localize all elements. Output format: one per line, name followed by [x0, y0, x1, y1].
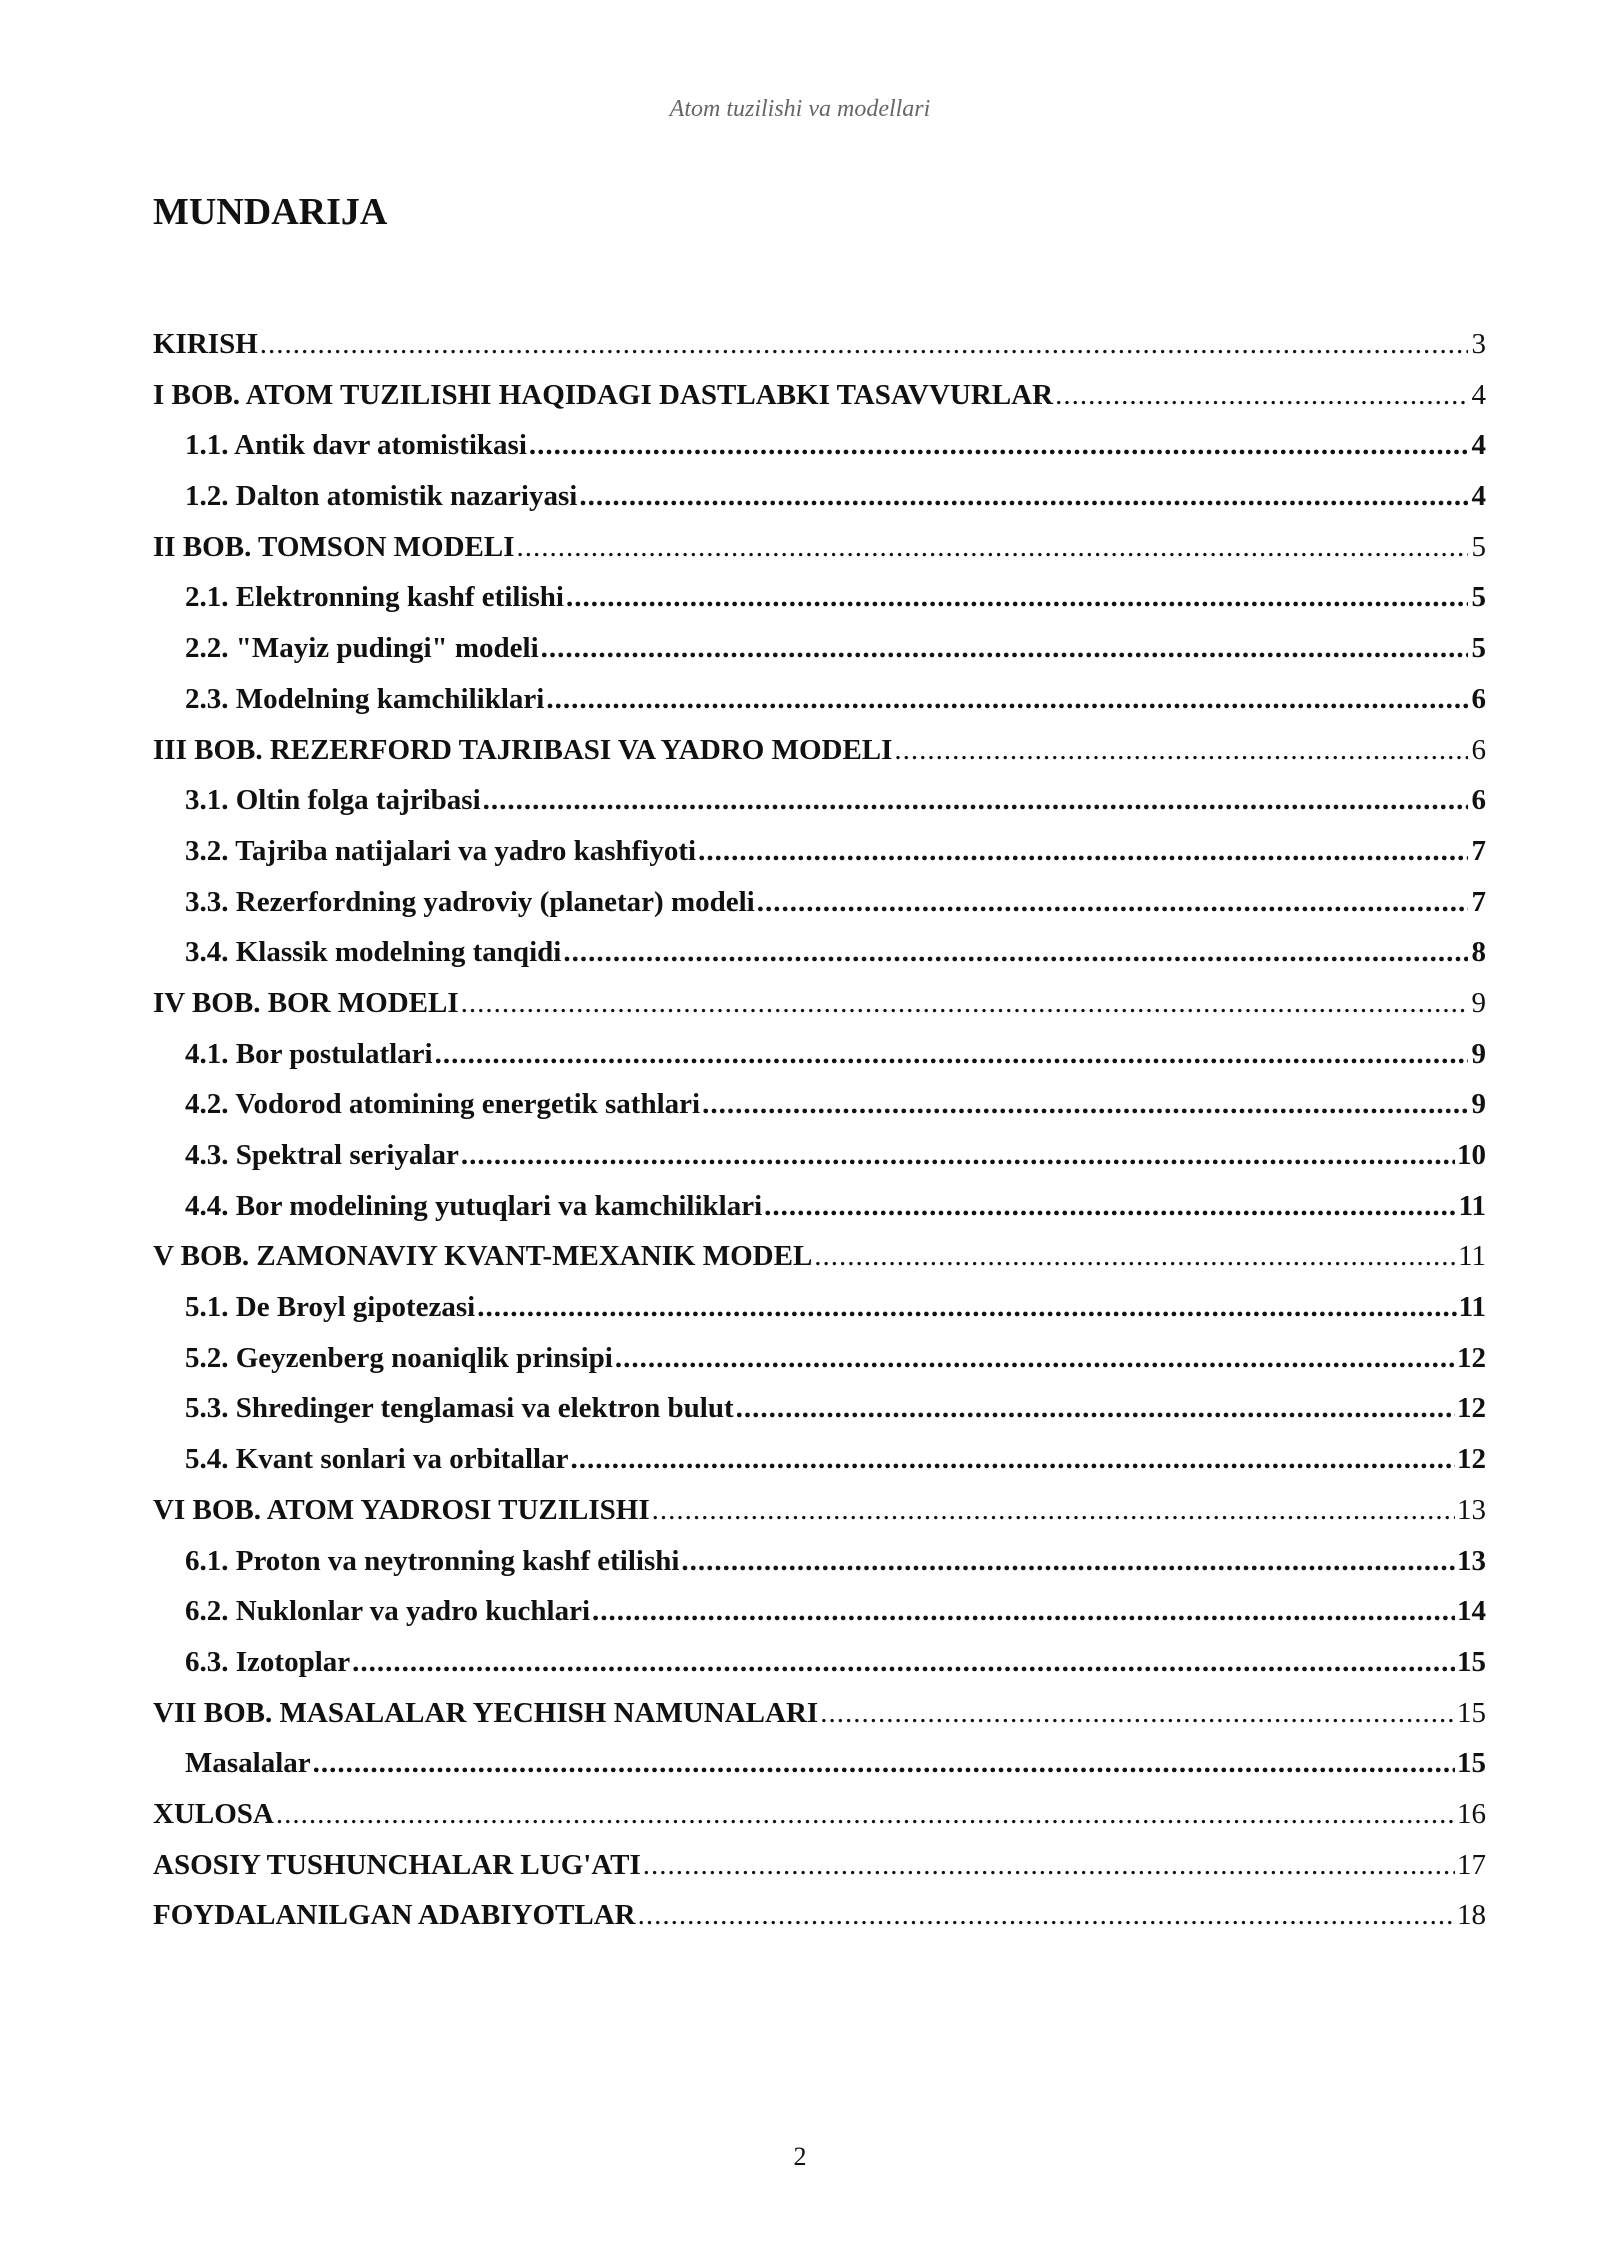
toc-entry-page: 6: [1471, 784, 1486, 817]
toc-entry-title: 2.3. Modelning kamchiliklari: [185, 682, 545, 715]
toc-dot-leader: [592, 1595, 1455, 1628]
toc-entry-page: 8: [1471, 936, 1486, 969]
toc-dot-leader: [352, 1646, 1455, 1679]
toc-entry-page: 13: [1457, 1493, 1486, 1526]
toc-dot-leader: [615, 1342, 1455, 1375]
toc-chapter-entry[interactable]: [153, 987, 1486, 1038]
toc-chapter-entry[interactable]: [153, 1798, 1486, 1849]
toc-entry-page: 11: [1458, 1291, 1486, 1324]
toc-section-entry[interactable]: [153, 886, 1486, 937]
toc-entry-title: 3.1. Oltin folga tajribasi: [185, 784, 481, 817]
toc-section-entry[interactable]: [153, 835, 1486, 886]
toc-entry-title: 6.3. Izotoplar: [185, 1645, 351, 1678]
toc-chapter-entry[interactable]: [153, 531, 1486, 582]
toc-entry-title: 2.2. "Mayiz pudingi" modeli: [185, 632, 539, 665]
toc-entry-page: 5: [1471, 530, 1486, 563]
toc-entry-page: 17: [1457, 1848, 1486, 1881]
toc-chapter-entry[interactable]: [153, 1849, 1486, 1900]
toc-section-entry[interactable]: [153, 1443, 1486, 1494]
toc-dot-leader: [563, 936, 1468, 969]
toc-chapter-entry[interactable]: [153, 1494, 1486, 1545]
toc-entry-page: 12: [1457, 1341, 1486, 1374]
running-header: Atom tuzilishi va modellari: [669, 96, 931, 122]
toc-entry-title: 4.1. Bor postulatlari: [185, 1037, 433, 1070]
toc-dot-leader: [681, 1545, 1455, 1578]
toc-entry-page: 11: [1458, 1189, 1486, 1222]
toc-dot-leader: [477, 1291, 1456, 1324]
toc-dot-leader: [1055, 379, 1468, 412]
toc-entry-page: 16: [1457, 1797, 1486, 1830]
toc-entry-title: FOYDALANILGAN ADABIYOTLAR: [153, 1899, 636, 1932]
toc-entry-title: 3.4. Klassik modelning tanqidi: [185, 936, 562, 969]
toc-dot-leader: [517, 531, 1468, 564]
toc-dot-leader: [483, 784, 1468, 817]
toc-dot-leader: [313, 1747, 1455, 1780]
toc-entry-title: 1.2. Dalton atomistik nazariyasi: [185, 480, 578, 513]
toc-chapter-entry[interactable]: [153, 1240, 1486, 1291]
toc-chapter-entry[interactable]: [153, 1697, 1486, 1748]
toc-entry-title: II BOB. TOMSON MODELI: [153, 530, 515, 563]
toc-section-entry[interactable]: [153, 1595, 1486, 1646]
toc-entry-page: 11: [1458, 1240, 1486, 1273]
toc-entry-page: 15: [1457, 1696, 1486, 1729]
toc-entry-title: 1.1. Antik davr atomistikasi: [185, 429, 527, 462]
toc-section-entry[interactable]: [153, 1747, 1486, 1798]
toc-entry-title: V BOB. ZAMONAVIY KVANT-MEXANIK MODEL: [153, 1240, 813, 1273]
toc-entry-title: 6.2. Nuklonlar va yadro kuchlari: [185, 1595, 591, 1628]
toc-chapter-entry[interactable]: [153, 328, 1486, 379]
toc-entry-title: III BOB. REZERFORD TAJRIBASI VA YADRO MODELI: [153, 733, 893, 766]
toc-entry-title: 5.1. De Broyl gipotezasi: [185, 1291, 476, 1324]
toc-entry-title: 5.4. Kvant sonlari va orbitallar: [185, 1443, 569, 1476]
toc-section-entry[interactable]: [153, 936, 1486, 987]
page-number: 2: [793, 2142, 807, 2171]
toc-entry-page: 15: [1457, 1747, 1486, 1780]
toc-dot-leader: [529, 429, 1468, 462]
toc-entry-title: 4.3. Spektral seriyalar: [185, 1139, 459, 1171]
toc-entry-page: 12: [1457, 1443, 1486, 1476]
toc-entry-title: 6.1. Proton va neytronning kashf etilishi: [185, 1544, 680, 1577]
toc-dot-leader: [570, 1443, 1455, 1476]
toc-entry-page: 7: [1471, 885, 1486, 918]
toc-entry-page: 6: [1471, 733, 1486, 766]
toc-dot-leader: [698, 835, 1468, 868]
toc-section-entry[interactable]: [153, 1342, 1486, 1393]
toc-dot-leader: [435, 1038, 1468, 1071]
toc-dot-leader: [643, 1849, 1455, 1882]
toc-entry-page: 7: [1471, 834, 1486, 867]
toc-dot-leader: [461, 1139, 1455, 1172]
toc-entry-page: 18: [1457, 1899, 1486, 1932]
toc-entry-title: VI BOB. ATOM YADROSI TUZILISHI: [153, 1493, 650, 1526]
toc-entry-page: 9: [1471, 1037, 1486, 1070]
toc-entry-page: 4: [1471, 480, 1486, 513]
toc-dot-leader: [461, 987, 1468, 1020]
toc-entry-page: 13: [1457, 1544, 1486, 1577]
toc-entry-title: Masalalar: [185, 1747, 311, 1780]
toc-section-entry[interactable]: [153, 480, 1486, 531]
toc-entry-title: IV BOB. BOR MODELI: [153, 986, 459, 1019]
toc-section-entry[interactable]: [153, 1088, 1486, 1139]
toc-entry-title: 4.2. Vodorod atomining energetik sathlari: [185, 1088, 701, 1121]
toc-entry-page: 5: [1471, 581, 1486, 614]
toc-dot-leader: [814, 1240, 1456, 1273]
toc-dot-leader: [702, 1088, 1468, 1121]
toc-chapter-entry[interactable]: [153, 1899, 1486, 1950]
toc-section-entry[interactable]: [153, 784, 1486, 835]
toc-section-entry[interactable]: [153, 1038, 1486, 1089]
toc-entry-title: ASOSIY TUSHUNCHALAR LUG'ATI: [153, 1848, 641, 1881]
toc-entry-page: 3: [1471, 328, 1486, 360]
toc-dot-leader: [546, 683, 1468, 716]
toc-dot-leader: [260, 328, 1468, 361]
toc-dot-leader: [736, 1392, 1455, 1425]
toc-entry-page: 9: [1471, 1088, 1486, 1121]
toc-dot-leader: [820, 1697, 1455, 1730]
toc-chapter-entry[interactable]: [153, 734, 1486, 785]
toc-entry-page: 10: [1457, 1139, 1486, 1171]
toc-entry-title: 3.2. Tajriba natijalari va yadro kashfiyoti: [185, 834, 697, 867]
toc-entry-title: 2.1. Elektronning kashf etilishi: [185, 581, 564, 614]
toc-section-entry[interactable]: [153, 683, 1486, 734]
toc-entry-title: VII BOB. MASALALAR YECHISH NAMUNALARI: [153, 1696, 819, 1729]
toc-heading: MUNDARIJA: [153, 191, 388, 233]
toc-entry-title: I BOB. ATOM TUZILISHI HAQIDAGI DASTLABKI TASAVVURLAR: [153, 378, 1054, 411]
toc-entry-page: 14: [1457, 1595, 1486, 1628]
toc-dot-leader: [276, 1798, 1455, 1831]
toc-entry-page: 4: [1471, 429, 1486, 462]
toc-dot-leader: [566, 581, 1468, 614]
toc-section-entry[interactable]: [153, 632, 1486, 683]
toc-entry-title: XULOSA: [153, 1797, 274, 1830]
toc-entry-title: 3.3. Rezerfordning yadroviy (planetar) modeli: [185, 885, 755, 918]
toc-entry-title: 5.2. Geyzenberg noaniqlik prinsipi: [185, 1341, 613, 1374]
toc-section-entry[interactable]: [153, 1545, 1486, 1596]
toc-dot-leader: [541, 632, 1468, 665]
toc-entry-page: 12: [1457, 1392, 1486, 1425]
toc-section-entry[interactable]: [153, 429, 1486, 480]
toc-section-entry[interactable]: [153, 1190, 1486, 1241]
toc-dot-leader: [652, 1494, 1455, 1527]
toc-chapter-entry[interactable]: [153, 379, 1486, 430]
toc-dot-leader: [757, 886, 1468, 919]
toc-dot-leader: [579, 480, 1468, 513]
table-of-contents: [153, 328, 1486, 1950]
toc-entry-page: 4: [1471, 378, 1486, 411]
toc-entry-page: 5: [1471, 632, 1486, 665]
toc-entry-title: 5.3. Shredinger tenglamasi va elektron bulut: [185, 1392, 734, 1425]
toc-entry-title: 4.4. Bor modelining yutuqlari va kamchiliklari: [185, 1189, 763, 1222]
toc-entry-page: 9: [1471, 986, 1486, 1019]
toc-section-entry[interactable]: [153, 1392, 1486, 1443]
toc-entry-page: 6: [1471, 682, 1486, 715]
toc-entry-page: 15: [1457, 1645, 1486, 1678]
toc-dot-leader: [764, 1190, 1456, 1223]
toc-section-entry[interactable]: [153, 1139, 1486, 1190]
toc-entry-title: KIRISH: [153, 328, 258, 360]
toc-section-entry[interactable]: [153, 581, 1486, 632]
toc-section-entry[interactable]: [153, 1291, 1486, 1342]
toc-section-entry[interactable]: [153, 1646, 1486, 1697]
toc-dot-leader: [638, 1899, 1455, 1932]
toc-dot-leader: [894, 734, 1468, 767]
